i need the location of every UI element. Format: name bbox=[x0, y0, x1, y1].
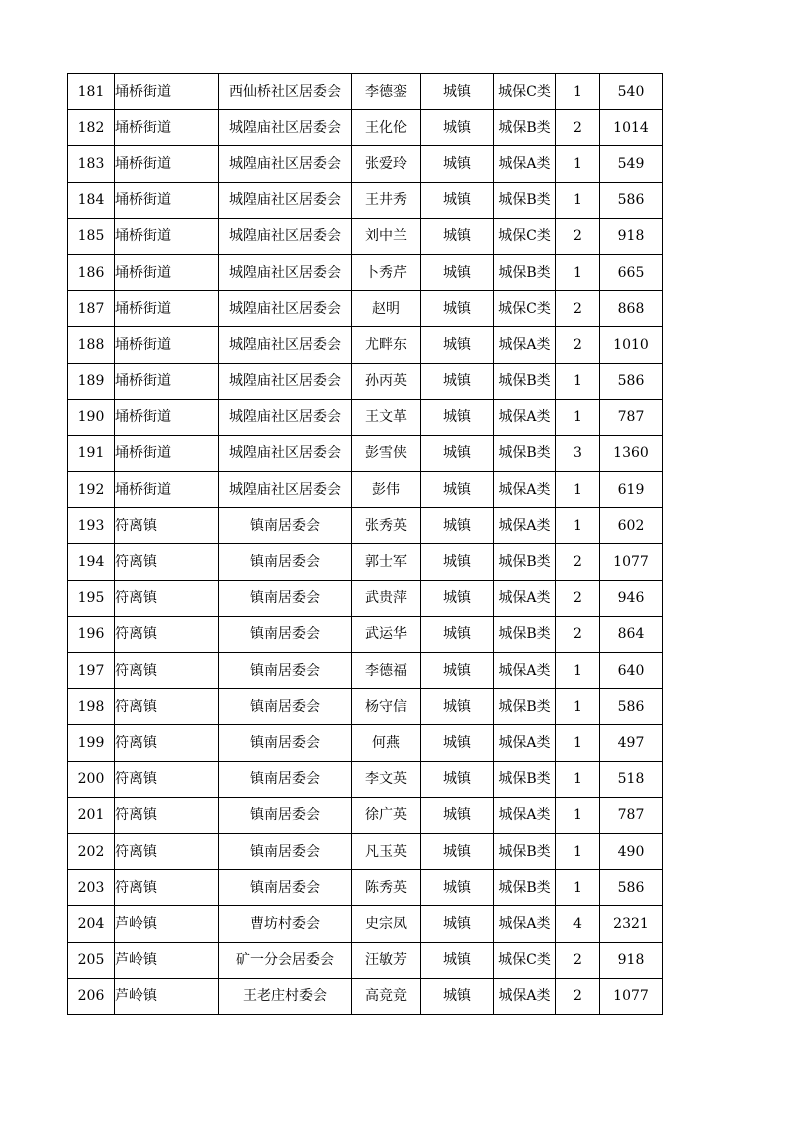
row-number-cell: 199 bbox=[68, 725, 115, 761]
row-number-cell: 186 bbox=[68, 254, 115, 290]
name-cell: 卜秀芹 bbox=[352, 254, 421, 290]
household-count-cell: 1 bbox=[556, 363, 600, 399]
street-cell: 符离镇 bbox=[115, 653, 219, 689]
category-cell: 城保B类 bbox=[494, 761, 556, 797]
area-cell: 城镇 bbox=[421, 182, 494, 218]
name-cell: 孙丙英 bbox=[352, 363, 421, 399]
name-cell: 王化伦 bbox=[352, 110, 421, 146]
street-cell: 符离镇 bbox=[115, 870, 219, 906]
name-cell: 徐广英 bbox=[352, 797, 421, 833]
area-cell: 城镇 bbox=[421, 797, 494, 833]
household-count-cell: 1 bbox=[556, 797, 600, 833]
table-row bbox=[68, 580, 663, 616]
name-cell: 李文英 bbox=[352, 761, 421, 797]
household-count-cell: 2 bbox=[556, 218, 600, 254]
name-cell: 尤畔东 bbox=[352, 327, 421, 363]
row-number-cell: 196 bbox=[68, 616, 115, 652]
committee-cell: 镇南居委会 bbox=[219, 580, 352, 616]
household-count-cell: 1 bbox=[556, 833, 600, 869]
household-count-cell: 1 bbox=[556, 74, 600, 110]
row-number-cell: 206 bbox=[68, 978, 115, 1014]
household-count-cell: 2 bbox=[556, 942, 600, 978]
table-row bbox=[68, 797, 663, 833]
category-cell: 城保C类 bbox=[494, 74, 556, 110]
amount-cell: 787 bbox=[600, 797, 663, 833]
amount-cell: 918 bbox=[600, 218, 663, 254]
name-cell: 赵明 bbox=[352, 291, 421, 327]
area-cell: 城镇 bbox=[421, 146, 494, 182]
area-cell: 城镇 bbox=[421, 870, 494, 906]
amount-cell: 946 bbox=[600, 580, 663, 616]
roster-table bbox=[67, 73, 663, 1015]
amount-cell: 586 bbox=[600, 182, 663, 218]
category-cell: 城保A类 bbox=[494, 472, 556, 508]
area-cell: 城镇 bbox=[421, 906, 494, 942]
name-cell: 王井秀 bbox=[352, 182, 421, 218]
table-row bbox=[68, 833, 663, 869]
street-cell: 芦岭镇 bbox=[115, 978, 219, 1014]
category-cell: 城保B类 bbox=[494, 544, 556, 580]
amount-cell: 787 bbox=[600, 399, 663, 435]
household-count-cell: 1 bbox=[556, 508, 600, 544]
committee-cell: 城隍庙社区居委会 bbox=[219, 218, 352, 254]
committee-cell: 镇南居委会 bbox=[219, 870, 352, 906]
category-cell: 城保A类 bbox=[494, 906, 556, 942]
committee-cell: 镇南居委会 bbox=[219, 725, 352, 761]
name-cell: 李德銮 bbox=[352, 74, 421, 110]
area-cell: 城镇 bbox=[421, 653, 494, 689]
row-number-cell: 202 bbox=[68, 833, 115, 869]
street-cell: 符离镇 bbox=[115, 616, 219, 652]
amount-cell: 1010 bbox=[600, 327, 663, 363]
table-row bbox=[68, 725, 663, 761]
street-cell: 符离镇 bbox=[115, 761, 219, 797]
category-cell: 城保B类 bbox=[494, 110, 556, 146]
committee-cell: 城隍庙社区居委会 bbox=[219, 435, 352, 471]
area-cell: 城镇 bbox=[421, 761, 494, 797]
row-number-cell: 191 bbox=[68, 435, 115, 471]
household-count-cell: 1 bbox=[556, 725, 600, 761]
household-count-cell: 2 bbox=[556, 616, 600, 652]
amount-cell: 497 bbox=[600, 725, 663, 761]
row-number-cell: 193 bbox=[68, 508, 115, 544]
committee-cell: 镇南居委会 bbox=[219, 761, 352, 797]
table-row bbox=[68, 978, 663, 1014]
roster-body bbox=[68, 74, 663, 1015]
table-row bbox=[68, 146, 663, 182]
street-cell: 埇桥街道 bbox=[115, 146, 219, 182]
row-number-cell: 189 bbox=[68, 363, 115, 399]
committee-cell: 曹坊村委会 bbox=[219, 906, 352, 942]
amount-cell: 1014 bbox=[600, 110, 663, 146]
street-cell: 埇桥街道 bbox=[115, 435, 219, 471]
area-cell: 城镇 bbox=[421, 74, 494, 110]
area-cell: 城镇 bbox=[421, 327, 494, 363]
row-number-cell: 188 bbox=[68, 327, 115, 363]
table-row bbox=[68, 182, 663, 218]
name-cell: 汪敏芳 bbox=[352, 942, 421, 978]
street-cell: 符离镇 bbox=[115, 508, 219, 544]
area-cell: 城镇 bbox=[421, 544, 494, 580]
street-cell: 埇桥街道 bbox=[115, 182, 219, 218]
household-count-cell: 2 bbox=[556, 327, 600, 363]
table-row bbox=[68, 218, 663, 254]
category-cell: 城保A类 bbox=[494, 580, 556, 616]
amount-cell: 549 bbox=[600, 146, 663, 182]
area-cell: 城镇 bbox=[421, 110, 494, 146]
name-cell: 杨守信 bbox=[352, 689, 421, 725]
household-count-cell: 2 bbox=[556, 544, 600, 580]
name-cell: 李德福 bbox=[352, 653, 421, 689]
committee-cell: 镇南居委会 bbox=[219, 508, 352, 544]
name-cell: 高竞竞 bbox=[352, 978, 421, 1014]
area-cell: 城镇 bbox=[421, 291, 494, 327]
street-cell: 符离镇 bbox=[115, 725, 219, 761]
row-number-cell: 192 bbox=[68, 472, 115, 508]
row-number-cell: 194 bbox=[68, 544, 115, 580]
street-cell: 埇桥街道 bbox=[115, 327, 219, 363]
amount-cell: 864 bbox=[600, 616, 663, 652]
household-count-cell: 2 bbox=[556, 580, 600, 616]
amount-cell: 586 bbox=[600, 689, 663, 725]
category-cell: 城保B类 bbox=[494, 254, 556, 290]
street-cell: 芦岭镇 bbox=[115, 942, 219, 978]
row-number-cell: 197 bbox=[68, 653, 115, 689]
table-row bbox=[68, 327, 663, 363]
area-cell: 城镇 bbox=[421, 616, 494, 652]
row-number-cell: 203 bbox=[68, 870, 115, 906]
category-cell: 城保B类 bbox=[494, 363, 556, 399]
amount-cell: 602 bbox=[600, 508, 663, 544]
row-number-cell: 204 bbox=[68, 906, 115, 942]
name-cell: 彭伟 bbox=[352, 472, 421, 508]
name-cell: 武运华 bbox=[352, 616, 421, 652]
household-count-cell: 1 bbox=[556, 254, 600, 290]
committee-cell: 城隍庙社区居委会 bbox=[219, 291, 352, 327]
amount-cell: 1077 bbox=[600, 978, 663, 1014]
name-cell: 刘中兰 bbox=[352, 218, 421, 254]
committee-cell: 西仙桥社区居委会 bbox=[219, 74, 352, 110]
household-count-cell: 4 bbox=[556, 906, 600, 942]
amount-cell: 665 bbox=[600, 254, 663, 290]
table-row bbox=[68, 653, 663, 689]
street-cell: 埇桥街道 bbox=[115, 110, 219, 146]
committee-cell: 城隍庙社区居委会 bbox=[219, 363, 352, 399]
category-cell: 城保B类 bbox=[494, 182, 556, 218]
committee-cell: 城隍庙社区居委会 bbox=[219, 327, 352, 363]
household-count-cell: 2 bbox=[556, 291, 600, 327]
household-count-cell: 1 bbox=[556, 472, 600, 508]
category-cell: 城保B类 bbox=[494, 435, 556, 471]
category-cell: 城保A类 bbox=[494, 146, 556, 182]
category-cell: 城保C类 bbox=[494, 218, 556, 254]
category-cell: 城保A类 bbox=[494, 725, 556, 761]
amount-cell: 619 bbox=[600, 472, 663, 508]
household-count-cell: 1 bbox=[556, 653, 600, 689]
category-cell: 城保B类 bbox=[494, 833, 556, 869]
committee-cell: 城隍庙社区居委会 bbox=[219, 182, 352, 218]
table-row bbox=[68, 74, 663, 110]
area-cell: 城镇 bbox=[421, 363, 494, 399]
table-row bbox=[68, 544, 663, 580]
committee-cell: 城隍庙社区居委会 bbox=[219, 254, 352, 290]
name-cell: 张秀英 bbox=[352, 508, 421, 544]
area-cell: 城镇 bbox=[421, 725, 494, 761]
area-cell: 城镇 bbox=[421, 580, 494, 616]
table-row bbox=[68, 110, 663, 146]
committee-cell: 城隍庙社区居委会 bbox=[219, 110, 352, 146]
committee-cell: 城隍庙社区居委会 bbox=[219, 472, 352, 508]
name-cell: 陈秀英 bbox=[352, 870, 421, 906]
household-count-cell: 2 bbox=[556, 110, 600, 146]
street-cell: 埇桥街道 bbox=[115, 472, 219, 508]
amount-cell: 586 bbox=[600, 870, 663, 906]
table-row bbox=[68, 508, 663, 544]
street-cell: 符离镇 bbox=[115, 689, 219, 725]
amount-cell: 586 bbox=[600, 363, 663, 399]
category-cell: 城保A类 bbox=[494, 978, 556, 1014]
category-cell: 城保A类 bbox=[494, 508, 556, 544]
name-cell: 史宗凤 bbox=[352, 906, 421, 942]
name-cell: 彭雪侠 bbox=[352, 435, 421, 471]
amount-cell: 918 bbox=[600, 942, 663, 978]
street-cell: 符离镇 bbox=[115, 797, 219, 833]
street-cell: 埇桥街道 bbox=[115, 291, 219, 327]
name-cell: 武贵萍 bbox=[352, 580, 421, 616]
amount-cell: 490 bbox=[600, 833, 663, 869]
area-cell: 城镇 bbox=[421, 978, 494, 1014]
table-row bbox=[68, 906, 663, 942]
household-count-cell: 1 bbox=[556, 761, 600, 797]
table-row bbox=[68, 399, 663, 435]
street-cell: 符离镇 bbox=[115, 544, 219, 580]
amount-cell: 518 bbox=[600, 761, 663, 797]
area-cell: 城镇 bbox=[421, 218, 494, 254]
amount-cell: 2321 bbox=[600, 906, 663, 942]
street-cell: 符离镇 bbox=[115, 580, 219, 616]
amount-cell: 1077 bbox=[600, 544, 663, 580]
area-cell: 城镇 bbox=[421, 472, 494, 508]
amount-cell: 1360 bbox=[600, 435, 663, 471]
household-count-cell: 1 bbox=[556, 146, 600, 182]
row-number-cell: 200 bbox=[68, 761, 115, 797]
category-cell: 城保A类 bbox=[494, 653, 556, 689]
area-cell: 城镇 bbox=[421, 435, 494, 471]
household-count-cell: 1 bbox=[556, 182, 600, 218]
area-cell: 城镇 bbox=[421, 942, 494, 978]
row-number-cell: 205 bbox=[68, 942, 115, 978]
committee-cell: 镇南居委会 bbox=[219, 833, 352, 869]
row-number-cell: 181 bbox=[68, 74, 115, 110]
household-count-cell: 2 bbox=[556, 978, 600, 1014]
committee-cell: 城隍庙社区居委会 bbox=[219, 146, 352, 182]
area-cell: 城镇 bbox=[421, 508, 494, 544]
table-row bbox=[68, 472, 663, 508]
committee-cell: 镇南居委会 bbox=[219, 616, 352, 652]
table-row bbox=[68, 363, 663, 399]
committee-cell: 镇南居委会 bbox=[219, 797, 352, 833]
table-row bbox=[68, 870, 663, 906]
committee-cell: 镇南居委会 bbox=[219, 653, 352, 689]
category-cell: 城保A类 bbox=[494, 797, 556, 833]
category-cell: 城保B类 bbox=[494, 616, 556, 652]
committee-cell: 镇南居委会 bbox=[219, 689, 352, 725]
name-cell: 何燕 bbox=[352, 725, 421, 761]
name-cell: 王文革 bbox=[352, 399, 421, 435]
table-row bbox=[68, 689, 663, 725]
household-count-cell: 1 bbox=[556, 870, 600, 906]
table-row bbox=[68, 942, 663, 978]
street-cell: 符离镇 bbox=[115, 833, 219, 869]
street-cell: 埇桥街道 bbox=[115, 218, 219, 254]
committee-cell: 城隍庙社区居委会 bbox=[219, 399, 352, 435]
committee-cell: 矿一分会居委会 bbox=[219, 942, 352, 978]
household-count-cell: 1 bbox=[556, 689, 600, 725]
table-row bbox=[68, 616, 663, 652]
name-cell: 张爱玲 bbox=[352, 146, 421, 182]
area-cell: 城镇 bbox=[421, 689, 494, 725]
category-cell: 城保C类 bbox=[494, 291, 556, 327]
table-row bbox=[68, 254, 663, 290]
area-cell: 城镇 bbox=[421, 399, 494, 435]
row-number-cell: 190 bbox=[68, 399, 115, 435]
name-cell: 郭士军 bbox=[352, 544, 421, 580]
row-number-cell: 201 bbox=[68, 797, 115, 833]
street-cell: 芦岭镇 bbox=[115, 906, 219, 942]
row-number-cell: 183 bbox=[68, 146, 115, 182]
row-number-cell: 198 bbox=[68, 689, 115, 725]
category-cell: 城保B类 bbox=[494, 870, 556, 906]
area-cell: 城镇 bbox=[421, 833, 494, 869]
household-count-cell: 3 bbox=[556, 435, 600, 471]
row-number-cell: 187 bbox=[68, 291, 115, 327]
amount-cell: 640 bbox=[600, 653, 663, 689]
name-cell: 凡玉英 bbox=[352, 833, 421, 869]
row-number-cell: 182 bbox=[68, 110, 115, 146]
street-cell: 埇桥街道 bbox=[115, 74, 219, 110]
row-number-cell: 185 bbox=[68, 218, 115, 254]
category-cell: 城保A类 bbox=[494, 399, 556, 435]
amount-cell: 868 bbox=[600, 291, 663, 327]
household-count-cell: 1 bbox=[556, 399, 600, 435]
row-number-cell: 184 bbox=[68, 182, 115, 218]
street-cell: 埇桥街道 bbox=[115, 363, 219, 399]
table-row bbox=[68, 761, 663, 797]
committee-cell: 王老庄村委会 bbox=[219, 978, 352, 1014]
category-cell: 城保C类 bbox=[494, 942, 556, 978]
category-cell: 城保A类 bbox=[494, 327, 556, 363]
category-cell: 城保B类 bbox=[494, 689, 556, 725]
table-row bbox=[68, 435, 663, 471]
row-number-cell: 195 bbox=[68, 580, 115, 616]
street-cell: 埇桥街道 bbox=[115, 399, 219, 435]
area-cell: 城镇 bbox=[421, 254, 494, 290]
committee-cell: 镇南居委会 bbox=[219, 544, 352, 580]
street-cell: 埇桥街道 bbox=[115, 254, 219, 290]
amount-cell: 540 bbox=[600, 74, 663, 110]
table-row bbox=[68, 291, 663, 327]
